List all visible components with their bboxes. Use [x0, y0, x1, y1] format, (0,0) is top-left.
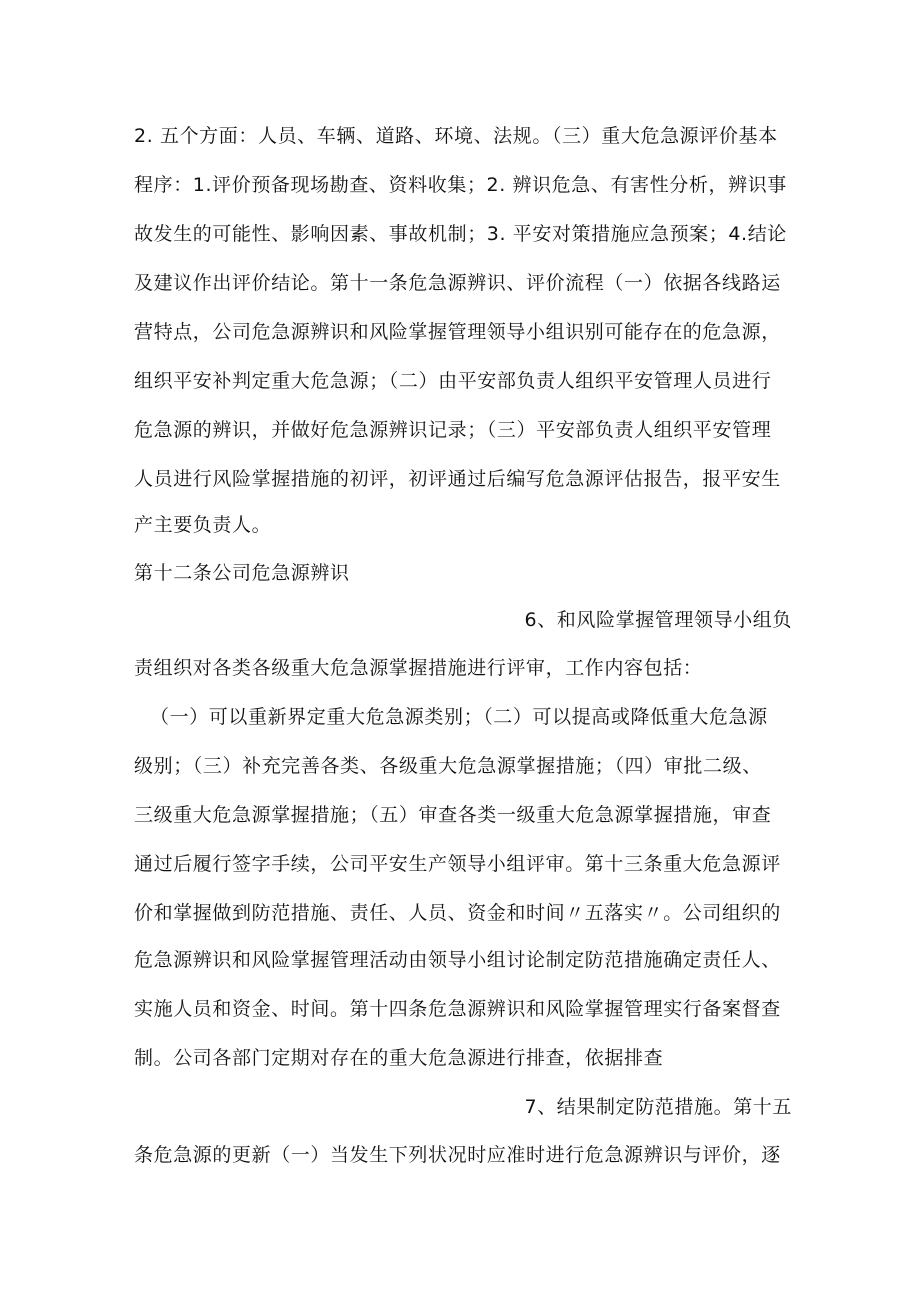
text-line: 故发生的可能性、影响因素、事故机制；3. 平安对策措施应急预案；4.结论 — [134, 223, 787, 245]
text-line: 程序：1.评价预备现场勘查、资料收集；2. 辨识危急、有害性分析，辨识事 — [134, 174, 787, 196]
text-line: 责组织对各类各级重大危急源掌握措施进行评审，工作内容包括： — [134, 657, 703, 679]
text-line: 条危急源的更新（一）当发生下列状况时应准时进行危急源辨识与评价，逐 — [134, 1144, 781, 1166]
text-line: 营特点，公司危急源辨识和风险掌握管理领导小组识别可能存在的危急源， — [134, 321, 781, 343]
text-line: 级别；（三）补充完善各类、各级重大危急源掌握措施；（四）审批二级、 — [134, 755, 762, 777]
text-line: 产主要负责人。 — [134, 514, 272, 536]
text-line: 价和掌握做到防范措施、责任、人员、资金和时间〃五落实〃。公司组织的 — [134, 902, 781, 924]
text-line: 人员进行风险掌握措施的初评，初评通过后编写危急源评估报告，报平安生 — [134, 468, 781, 490]
text-line: 及建议作出评价结论。第十一条危急源辨识、评价流程（一）依据各线路运 — [134, 272, 781, 294]
text-line: 组织平安补判定重大危急源；（二）由平安部负责人组织平安管理人员进行 — [134, 370, 772, 392]
text-line: 危急源的辨识，并做好危急源辨识记录；（三）平安部负责人组织平安管理 — [134, 419, 772, 441]
text-line: 7、结果制定防范措施。第十五 — [524, 1096, 792, 1118]
text-line: 2. 五个方面：人员、车辆、道路、环境、法规。（三）重大危急源评价基本 — [134, 125, 778, 147]
text-line: 实施人员和资金、时间。第十四条危急源辨识和风险掌握管理实行备案督查 — [134, 998, 781, 1020]
text-line: 通过后履行签字手续，公司平安生产领导小组评审。第十三条重大危急源评 — [134, 853, 781, 875]
text-line: （一）可以重新界定重大危急源类别；（二）可以提高或降低重大危急源 — [150, 706, 768, 728]
text-line: 制。公司各部门定期对存在的重大危急源进行排查，依据排查 — [134, 1047, 664, 1069]
text-line: 危急源辨识和风险掌握管理活动由领导小组讨论制定防范措施确定责任人、 — [134, 949, 781, 971]
text-line: 6、和风险掌握管理领导小组负 — [524, 609, 792, 631]
text-line: 三级重大危急源掌握措施；（五）审查各类一级重大危急源掌握措施，审查 — [134, 804, 772, 826]
section-heading: 第十二条公司危急源辨识 — [134, 562, 350, 584]
